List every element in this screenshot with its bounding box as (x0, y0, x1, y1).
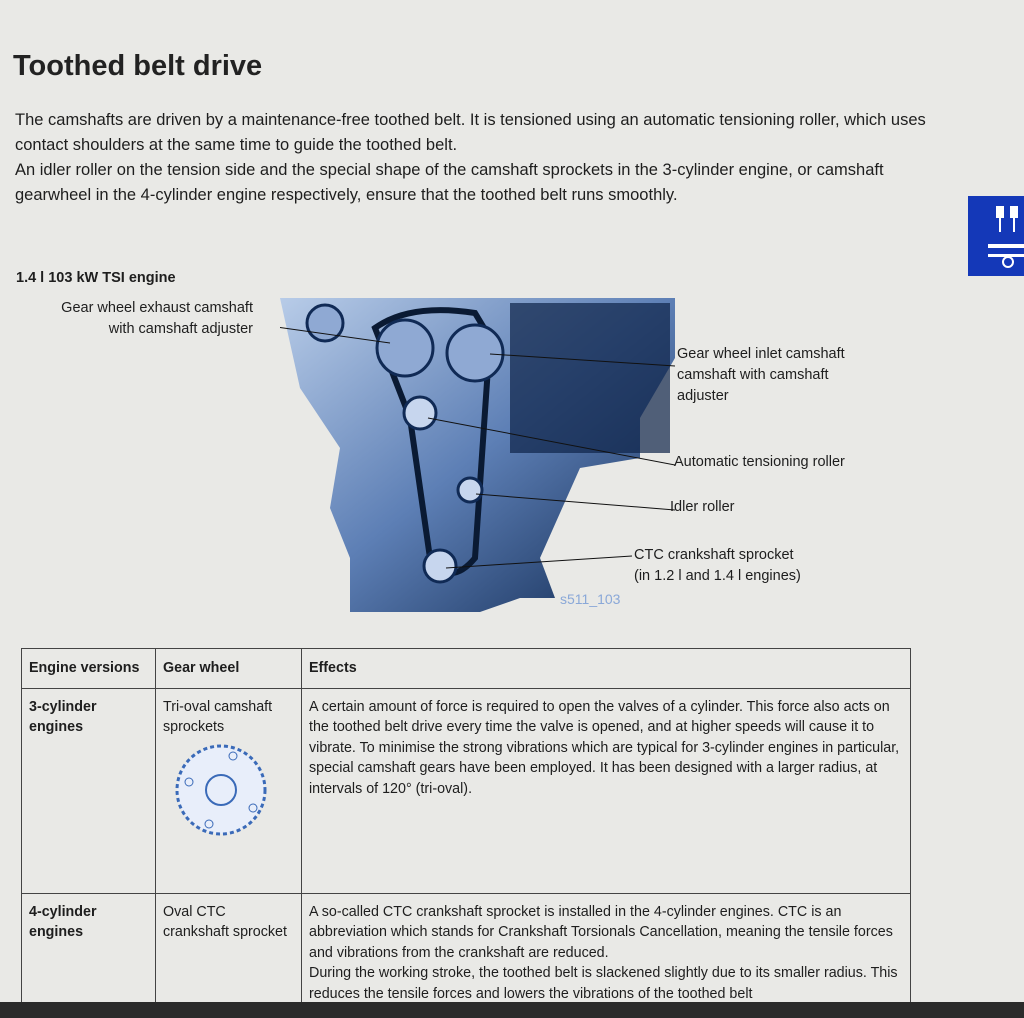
label-idler-roller: Idler roller (670, 499, 735, 515)
intro-text (15, 108, 935, 208)
effects-text: A so-called CTC crankshaft sprocket is installed in the 4-cylinder engines. CTC is an abbreviation which stands for Crankshaft Torsionals Cancellation, meaning the tensile forces and vibrations from the crankshaft are reduced. (309, 903, 893, 961)
table-header-row (22, 649, 911, 689)
figure-id: s511_103 (560, 591, 621, 607)
tri-oval-sprocket-icon (163, 738, 273, 843)
intro-paragraph: The camshafts are driven by a maintenance-free toothed belt. It is tensioned using an automatic tensioning roller, which uses contact shoulders at the same time to guide the toothed belt. (15, 111, 926, 154)
intro-paragraph: An idler roller on the tension side and the special shape of the camshaft sprockets in the 3-cylinder engine, or camshaft gearwheel in the 4-cylinder engine respectively, ensure that the toothed belt runs smoothly. (15, 161, 884, 204)
engine-section-tab-icon[interactable] (968, 196, 1024, 276)
gear-cell: Oval CTC crankshaft sprocket (156, 893, 302, 1013)
gear-cell (156, 688, 302, 893)
label-ctc-sprocket: CTC crankshaft sprocket (in 1.2 l and 1.4 l engines) (634, 547, 801, 584)
label-exhaust-gear: Gear wheel exhaust camshaft with camshaft adjuster (61, 300, 253, 337)
engine-cell: 3-cylinder engines (22, 688, 156, 893)
table-row (22, 893, 911, 1013)
header-gear-wheel: Gear wheel (156, 649, 302, 689)
label-inlet-gear: Gear wheel inlet camshaft camshaft with camshaft adjuster (677, 346, 845, 404)
engine-versions-table (21, 648, 911, 1013)
table-row (22, 688, 911, 893)
header-engine-versions: Engine versions (22, 649, 156, 689)
engine-cell: 4-cylinder engines (22, 893, 156, 1013)
header-effects: Effects (302, 649, 911, 689)
effects-cell: A certain amount of force is required to open the valves of a cylinder. This force also acts on the toothed belt drive every time the valve is opened, and at higher speeds will cause it to vibrate. To minimise the strong vibrations which are typical for 3-cylinder engines in particular, special camshaft gears have been employed. It has been designed with a larger radius, at intervals of 120° (tri-oval). (302, 688, 911, 893)
page-title: Toothed belt drive (13, 50, 263, 82)
figure-subtitle: 1.4 l 103 kW TSI engine (16, 270, 176, 286)
effects-cell (302, 893, 911, 1013)
screen-bezel (0, 1002, 1024, 1018)
gear-text: Tri-oval camshaft sprockets (163, 698, 273, 735)
engine-illustration (280, 298, 675, 612)
effects-text: During the working stroke, the toothed belt is slackened slightly due to its smaller radius. This reduces the tensile forces and lowers the vibrations of the toothed belt (309, 965, 898, 1002)
label-tensioning-roller: Automatic tensioning roller (674, 454, 845, 470)
